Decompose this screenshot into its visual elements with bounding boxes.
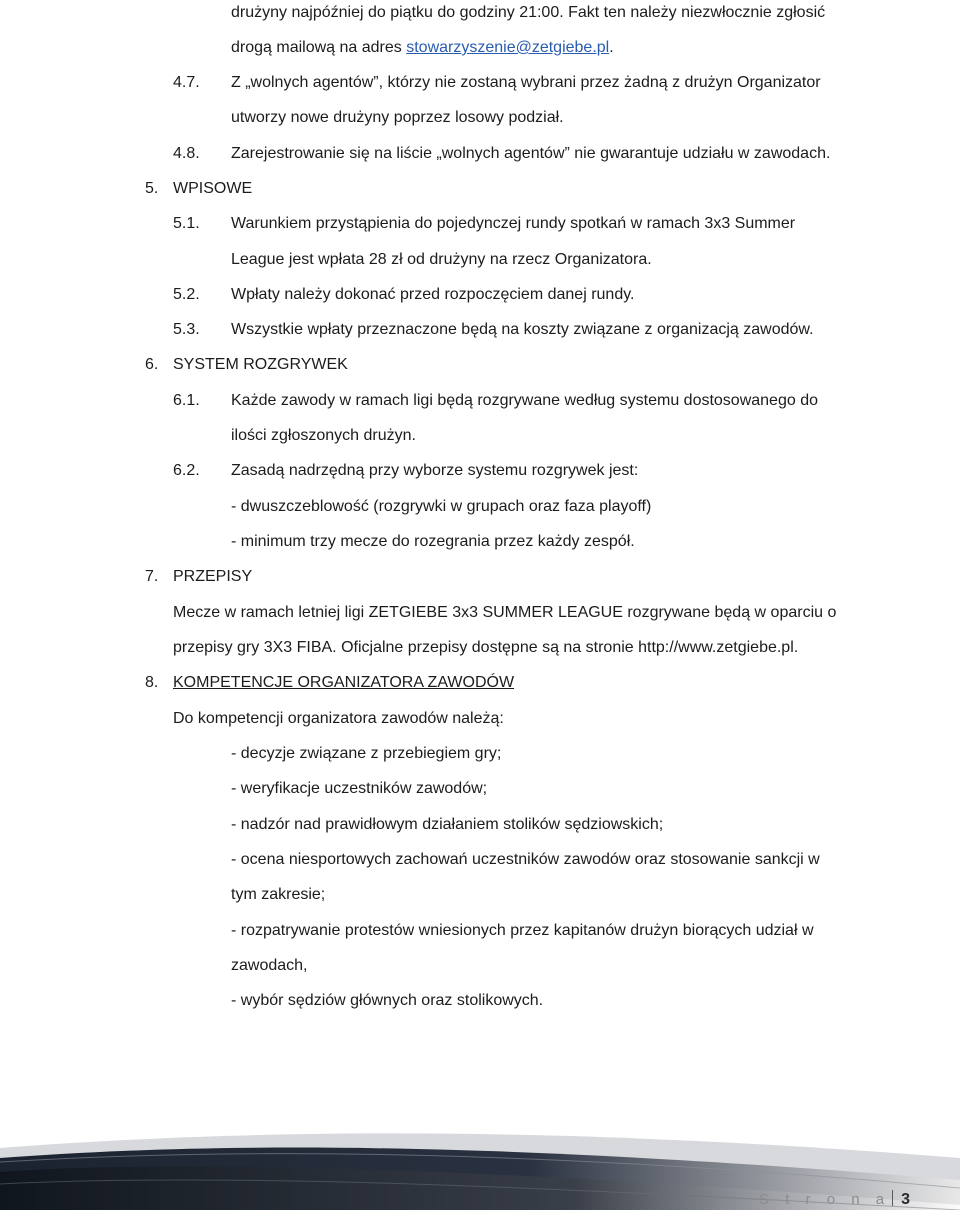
section-7-number: 7. xyxy=(145,568,159,585)
email-prefix: drogą mailową na adres xyxy=(231,39,407,56)
section-8-intro: Do kompetencji organizatora zawodów należą: xyxy=(173,710,504,727)
item-4-8-number: 4.8. xyxy=(173,145,200,162)
item-5-2-line1: Wpłaty należy dokonać przed rozpoczęciem danej rundy. xyxy=(231,286,635,303)
section-5-number: 5. xyxy=(145,180,159,197)
item-5-1-number: 5.1. xyxy=(173,215,200,232)
section-6-title: SYSTEM ROZGRYWEK xyxy=(173,356,348,373)
email-suffix: . xyxy=(609,39,614,56)
section-7-line1: Mecze w ramach letniej ligi ZETGIEBE 3x3 SUMMER LEAGUE rozgrywane będą w oparciu o xyxy=(173,604,837,621)
section-8-bullet4-line2: tym zakresie; xyxy=(231,886,326,903)
section4-continuation-line2 xyxy=(231,38,614,58)
item-6-1-line1: Każde zawody w ramach ligi będą rozgrywane według systemu dostosowanego do xyxy=(231,392,818,409)
section-7-line2: przepisy gry 3X3 FIBA. Oficjalne przepisy dostępne są na stronie http://www.zetgiebe.pl. xyxy=(173,639,799,656)
item-5-3-line1: Wszystkie wpłaty przeznaczone będą na koszty związane z organizacją zawodów. xyxy=(231,321,814,338)
footer-separator xyxy=(892,1190,893,1206)
section-5-title: WPISOWE xyxy=(173,180,253,197)
item-5-2-number: 5.2. xyxy=(173,286,200,303)
email-link[interactable]: stowarzyszenie@zetgiebe.pl xyxy=(406,39,610,56)
section-8-bullet1: - decyzje związane z przebiegiem gry; xyxy=(231,745,502,762)
item-6-1-line2: ilości zgłoszonych drużyn. xyxy=(231,427,416,444)
item-4-8-line1: Zarejestrowanie się na liście „wolnych agentów” nie gwarantuje udziału w zawodach. xyxy=(231,145,831,162)
item-4-7-line2: utworzy nowe drużyny poprzez losowy podział. xyxy=(231,109,564,126)
item-4-7-line1: Z „wolnych agentów”, którzy nie zostaną wybrani przez żadną z drużyn Organizator xyxy=(231,74,821,91)
page-label: S t r o n a xyxy=(759,1191,891,1208)
item-6-2-line1: Zasadą nadrzędną przy wyborze systemu rozgrywek jest: xyxy=(231,462,639,479)
page-number: 3 xyxy=(901,1191,910,1208)
page-footer xyxy=(759,1190,910,1208)
item-6-2-bullet1: - dwuszczeblowość (rozgrywki w grupach oraz faza playoff) xyxy=(231,498,652,515)
section-8-bullet2: - weryfikacje uczestników zawodów; xyxy=(231,780,488,797)
section4-continuation-line1: drużyny najpóźniej do piątku do godziny 21:00. Fakt ten należy niezwłocznie zgłosić xyxy=(231,4,826,21)
item-6-2-bullet2: - minimum trzy mecze do rozegrania przez każdy zespół. xyxy=(231,533,635,550)
section-8-bullet6: - wybór sędziów głównych oraz stolikowych. xyxy=(231,992,544,1009)
section-8-bullet4-line1: - ocena niesportowych zachowań uczestników zawodów oraz stosowanie sankcji w xyxy=(231,851,820,868)
item-5-1-line2: League jest wpłata 28 zł od drużyny na rzecz Organizatora. xyxy=(231,251,652,268)
section-8-bullet5-line1: - rozpatrywanie protestów wniesionych przez kapitanów drużyn biorących udział w xyxy=(231,922,814,939)
item-5-3-number: 5.3. xyxy=(173,321,200,338)
item-6-2-number: 6.2. xyxy=(173,462,200,479)
section-8-number: 8. xyxy=(145,674,159,691)
item-6-1-number: 6.1. xyxy=(173,392,200,409)
item-5-1-line1: Warunkiem przystąpienia do pojedynczej rundy spotkań w ramach 3x3 Summer xyxy=(231,215,796,232)
item-4-7-number: 4.7. xyxy=(173,74,200,91)
section-8-title: KOMPETENCJE ORGANIZATORA ZAWODÓW xyxy=(173,674,515,691)
section-8-bullet5-line2: zawodach, xyxy=(231,957,308,974)
section-6-number: 6. xyxy=(145,356,159,373)
section-8-bullet3: - nadzór nad prawidłowym działaniem stolików sędziowskich; xyxy=(231,816,664,833)
section-7-title: PRZEPISY xyxy=(173,568,253,585)
